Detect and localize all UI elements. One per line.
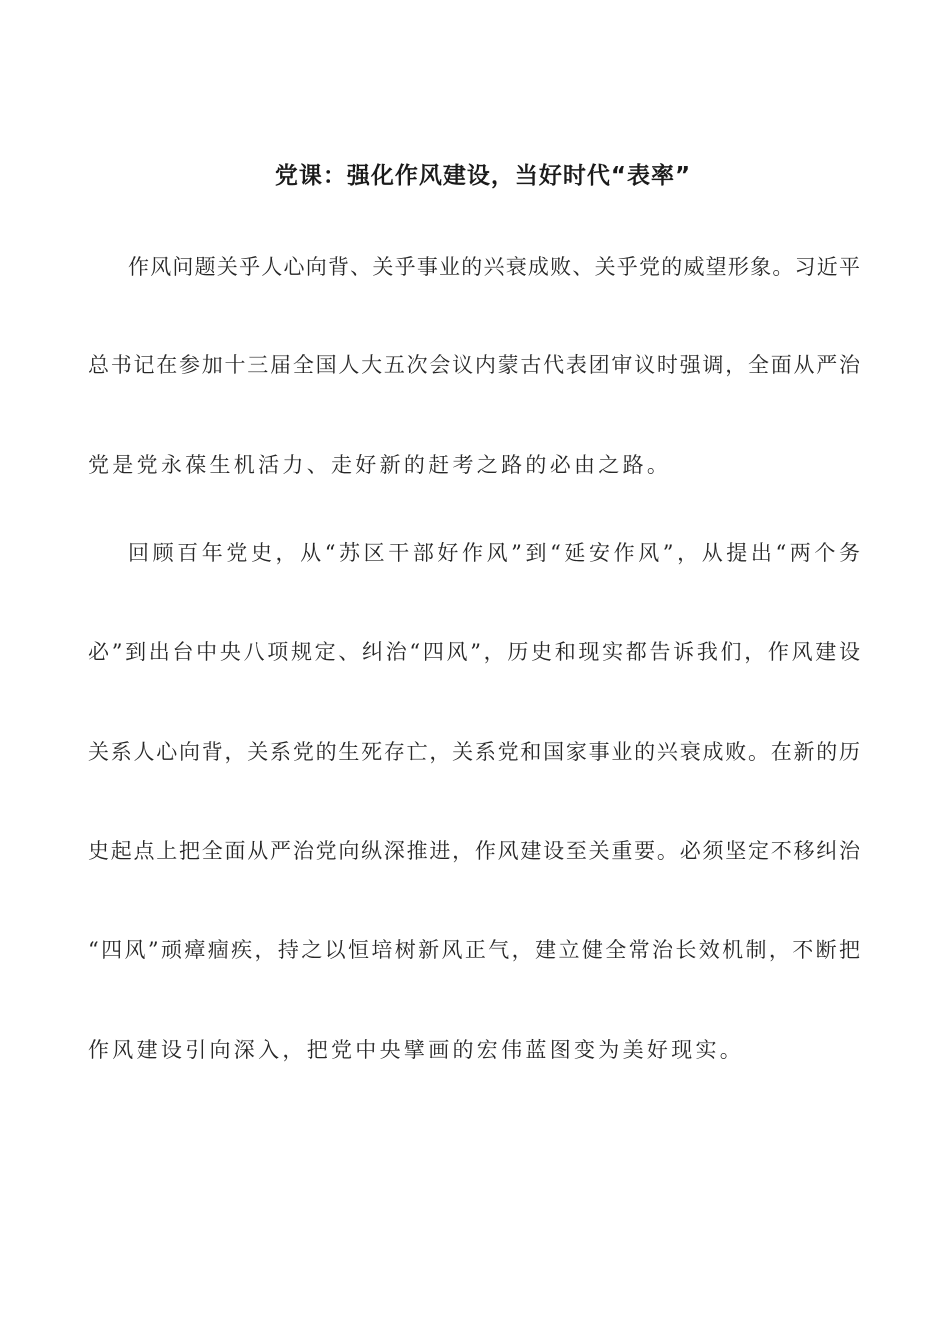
paragraph-line: 史起点上把全面从严治党向纵深推进，作风建设至关重要。必须坚定不移纠治 [88,839,860,863]
paragraph-line: 回顾百年党史，从“苏区干部好作风”到“延安作风”，从提出“两个务 [128,541,860,565]
paragraph-line: 党是党永葆生机活力、走好新的赶考之路的必由之路。 [88,453,672,477]
paragraph-line: 作风问题关乎人心向背、关乎事业的兴衰成败、关乎党的威望形象。习近平 [128,255,860,279]
document-title: 党课：强化作风建设，当好时代“表率” [274,163,692,189]
paragraph-line: 关系人心向背，关系党的生死存亡，关系党和国家事业的兴衰成败。在新的历 [88,740,860,764]
paragraph-line: 总书记在参加十三届全国人大五次会议内蒙古代表团审议时强调，全面从严治 [88,353,860,377]
paragraph-line: 必”到出台中央八项规定、纠治“四风”，历史和现实都告诉我们，作风建设 [88,640,860,664]
paragraph-line: 作风建设引向深入，把党中央擘画的宏伟蓝图变为美好现实。 [88,1038,745,1062]
paragraph-line: “四风”顽瘴痼疾，持之以恒培树新风正气，建立健全常治长效机制，不断把 [88,938,860,962]
